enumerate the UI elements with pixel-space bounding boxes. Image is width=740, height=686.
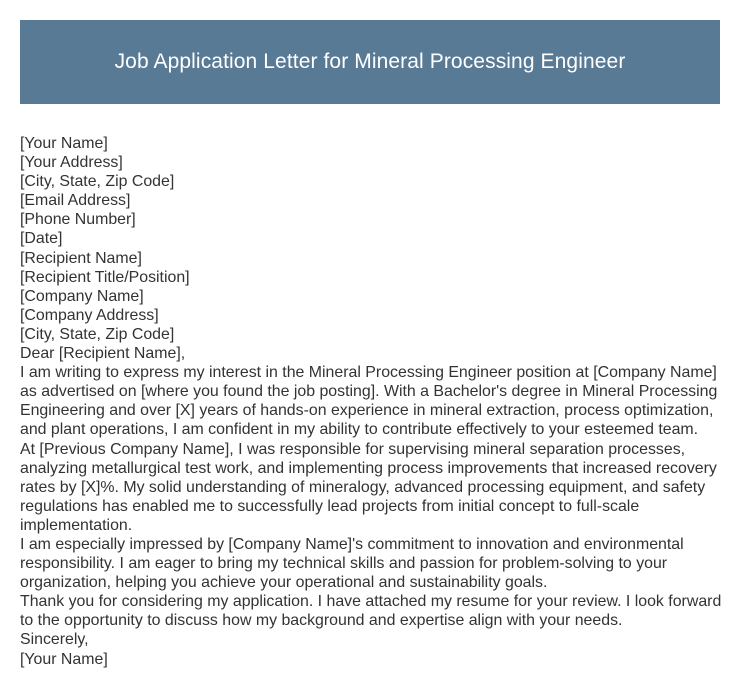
sender-name: [Your Name] (20, 135, 108, 152)
paragraph-intro: I am writing to express my interest in the Mineral Processing Engineer position at [Company Name] as advertised on [where you found the job posting]. With a Bachelor's degree in Mineral Processing Engineering and over [X] years of hands-on experience in mineral extraction, process optimization, and plant operations, I am confident in my ability to contribute effectively to your esteemed team. (20, 364, 718, 439)
recipient-name: [Recipient Name] (20, 249, 142, 267)
signature: [Your Name] (20, 650, 108, 668)
recipient-title: [Recipient Title/Position] (20, 268, 190, 286)
closing: Sincerely, (20, 631, 89, 649)
sender-phone: [Phone Number] (20, 211, 136, 229)
salutation: Dear [Recipient Name], (20, 345, 186, 363)
letter-body (20, 134, 722, 669)
sender-address: [Your Address] (20, 154, 123, 172)
header-banner (20, 20, 720, 104)
page-title: Job Application Letter for Mineral Processing Engineer (114, 50, 626, 73)
paragraph-motivation: I am especially impressed by [Company Name]'s commitment to innovation and environmental responsibility. I am eager to bring my technical skills and passion for problem-solving to your organization, helping you achieve your operational and sustainability goals. (20, 535, 684, 592)
recipient-address: [Company Address] (20, 306, 159, 324)
paragraph-experience: At [Previous Company Name], I was responsible for supervising mineral separation processes, analyzing metallurgical test work, and implementing process improvements that increased recovery rates by [X]%. My solid understanding of mineralogy, advanced processing equipment, and safety regulations has enabled me to successfully lead projects from initial concept to full-scale implementation. (20, 440, 717, 534)
sender-city-state-zip: [City, State, Zip Code] (20, 173, 175, 191)
sender-email: [Email Address] (20, 192, 131, 210)
paragraph-thanks: Thank you for considering my application. I have attached my resume for your review. I look forward to the opportunity to discuss how my background and expertise align with your needs. (20, 593, 722, 630)
recipient-city-state-zip: [City, State, Zip Code] (20, 325, 175, 343)
letter-date: [Date] (20, 230, 63, 248)
recipient-company: [Company Name] (20, 287, 144, 305)
